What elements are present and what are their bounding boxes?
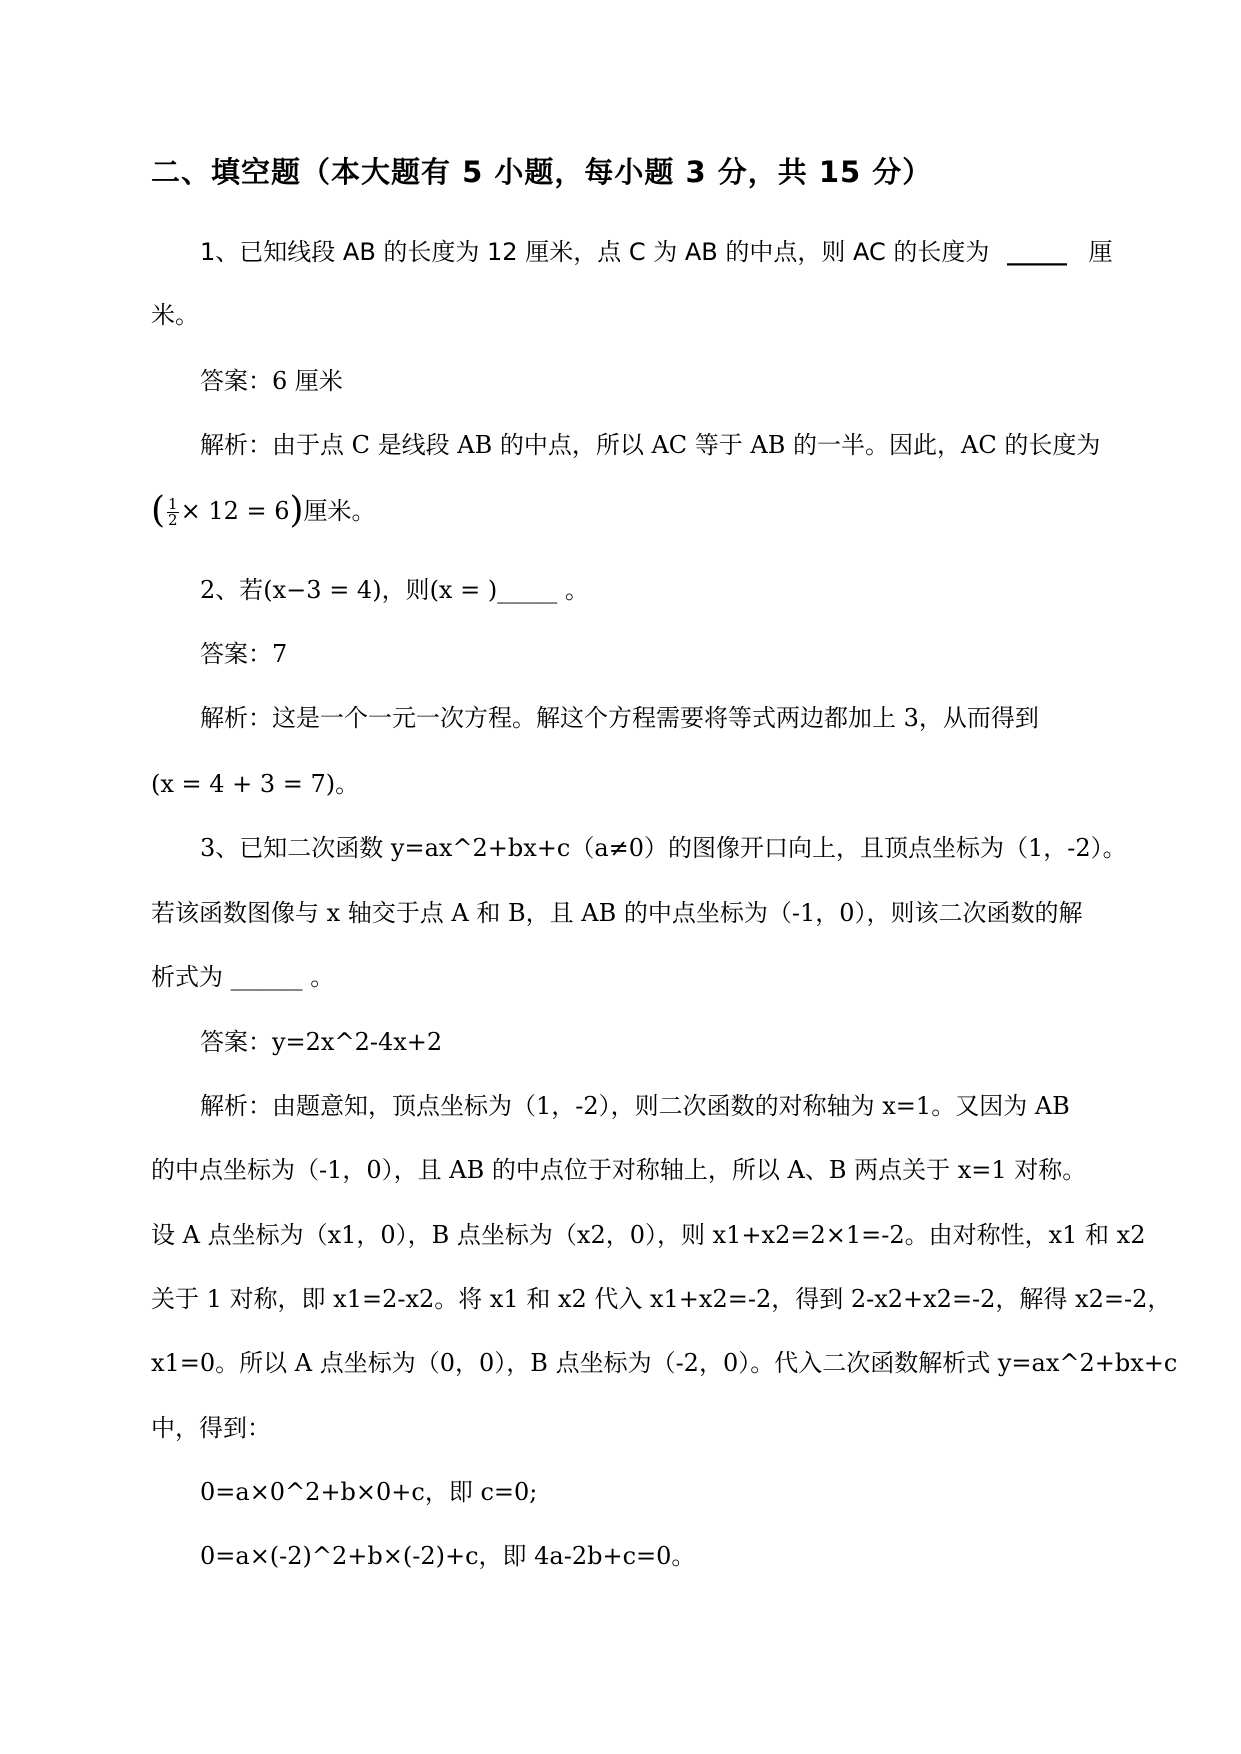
q1-answer-blank: _____	[1007, 238, 1068, 266]
q3-analysis-line6: 中，得到：	[151, 1414, 271, 1442]
q1-right-paren: )	[289, 490, 304, 531]
q2-suffix: 。	[557, 576, 589, 604]
q1-fraction-numerator: 1	[168, 495, 178, 513]
q3-equation1: 0=a×0^2+b×0+c，即 c=0;	[200, 1478, 538, 1506]
q3-analysis-line4: 关于 1 对称，即 x1=2-x2。将 x1 和 x2 代入 x1+x2=-2，得到 2-x2+x2=-2，解得 x2=-2，	[151, 1285, 1172, 1313]
q1-formula-rest: × 12 = 6	[180, 497, 290, 525]
q1-text-line1	[200, 235, 1113, 269]
q3-analysis-line2: 的中点坐标为（-1，0），且 AB 的中点位于对称轴上，所以 A、B 两点关于 x=1 对称。	[151, 1156, 1087, 1184]
q2-text-line	[200, 573, 589, 607]
q2-analysis-suffix: 。	[335, 770, 360, 798]
q3-text-line2: 若该函数图像与 x 轴交于点 A 和 B，且 AB 的中点坐标为（-1，0），则该二次函数的解	[151, 899, 1083, 927]
q1-analysis-line1: 解析：由于点 C 是线段 AB 的中点，所以 AC 等于 AB 的一半。因此，AC 的长度为	[200, 431, 1101, 459]
q2-answer: 答案：7	[200, 640, 288, 668]
q3-answer: 答案：y=2x^2-4x+2	[200, 1028, 443, 1056]
q2-equation: (x−3 = 4)	[263, 576, 382, 604]
q2-equation2: (x = )	[429, 576, 498, 604]
q1-formula-suffix: 厘米。	[303, 497, 376, 525]
q3-analysis-line1: 解析：由题意知，顶点坐标为（1，-2），则二次函数的对称轴为 x=1。又因为 AB	[200, 1092, 1070, 1120]
q1-fraction	[167, 497, 179, 528]
q2-middle: ，则	[381, 576, 430, 604]
q1-answer: 答案：6 厘米	[200, 367, 343, 395]
q3-analysis-line3: 设 A 点坐标为（x1，0），B 点坐标为（x2，0），则 x1+x2=2×1=-2。由对称性，x1 和 x2	[151, 1221, 1146, 1249]
q2-analysis-line2	[151, 767, 359, 801]
q1-left-paren: (	[151, 490, 166, 531]
q1-fraction-denominator: 2	[168, 511, 178, 529]
q1-text: 1、已知线段 AB 的长度为 12 厘米，点 C 为 AB 的中点，则 AC 的长度为	[200, 238, 990, 266]
section-heading: 二、填空题（本大题有 5 小题，每小题 3 分，共 15 分）	[151, 155, 933, 189]
q1-unit-tail: 厘	[1088, 238, 1113, 266]
q2-prefix: 2、若	[200, 576, 264, 604]
q2-analysis-formula: (x = 4 + 3 = 7)	[151, 770, 336, 798]
q3-analysis-line5: x1=0。所以 A 点坐标为（0，0），B 点坐标为（-2，0）。代入二次函数解析式 y=ax^2+bx+c	[151, 1349, 1178, 1377]
q2-answer-blank: _____	[497, 576, 558, 604]
q3-text-line3: 析式为 ______ 。	[151, 963, 335, 991]
q1-text-line2: 米。	[151, 301, 199, 329]
q3-text-line1: 3、已知二次函数 y=ax^2+bx+c（a≠0）的图像开口向上，且顶点坐标为（1，-2）。	[200, 834, 1127, 862]
q3-equation2: 0=a×(-2)^2+b×(-2)+c，即 4a-2b+c=0。	[200, 1542, 696, 1570]
q1-analysis-formula	[151, 490, 376, 531]
q2-analysis-line1: 解析：这是一个一元一次方程。解这个方程需要将等式两边都加上 3，从而得到	[200, 704, 1039, 732]
